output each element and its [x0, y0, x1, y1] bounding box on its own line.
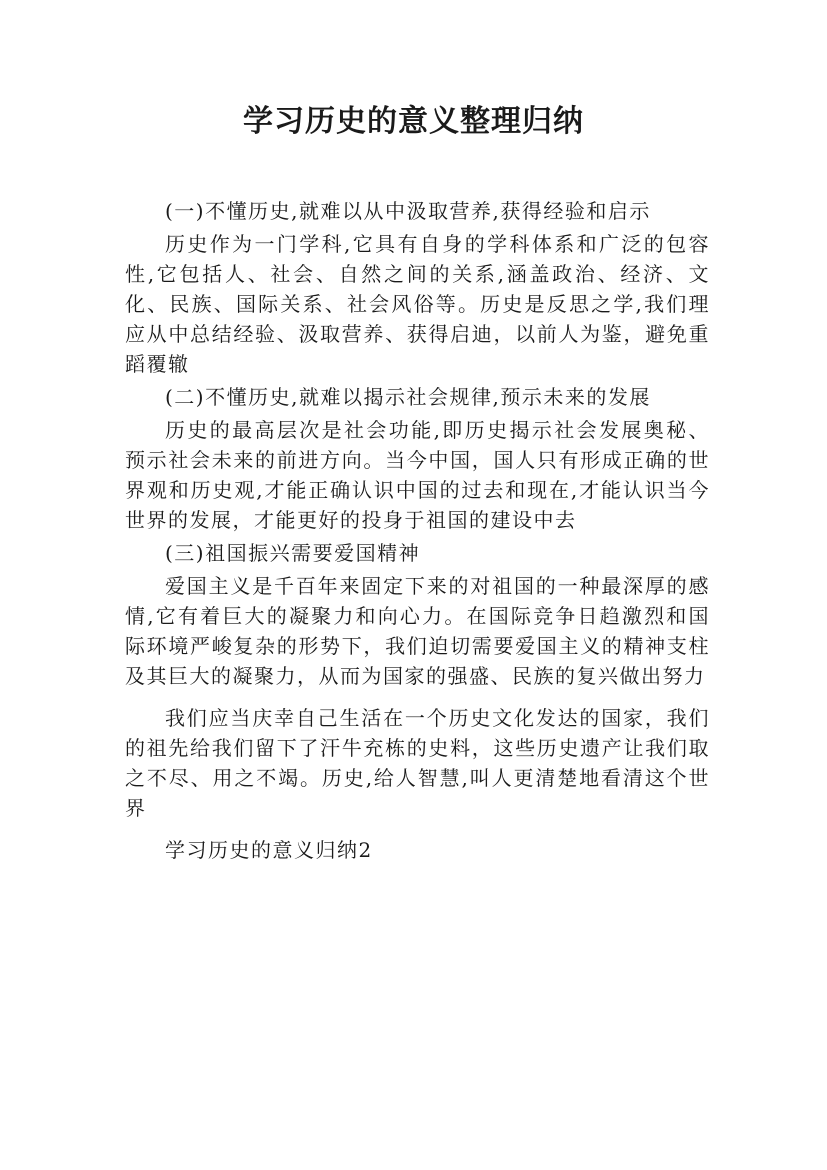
next-section-heading: 学习历史的意义归纳2	[165, 838, 373, 862]
body-paragraph-1: 历史作为一门学科,它具有自身的学科体系和广泛的包容性,它包括人、社会、自然之间的关系,涵盖政治、经济、文化、民族、国际关系、社会风俗等。历史是反思之学,我们理应从中总结经验、汲取营养、获得启迪，以前人为鉴，避免重蹈覆辙	[125, 232, 710, 376]
document-body	[125, 196, 710, 865]
body-paragraph-3: 爱国主义是千百年来固定下来的对祖国的一种最深厚的感情,它有着巨大的凝聚力和向心力。在国际竞争日趋激烈和国际环境严峻复杂的形势下，我们迫切需要爱国主义的精神支柱及其巨大的凝聚力，从而为国家的强盛、民族的复兴做出努力	[125, 574, 710, 688]
body-paragraph-2: 历史的最高层次是社会功能,即历史揭示社会发展奥秘、预示社会未来的前进方向。当今中国，国人只有形成正确的世界观和历史观,才能正确认识中国的过去和现在,才能认识当今世界的发展，才能更好的投身于祖国的建设中去	[125, 418, 710, 532]
section-heading-3: (三)祖国振兴需要爱国精神	[165, 541, 421, 565]
document-title: 学习历史的意义整理归纳	[243, 104, 584, 139]
body-paragraph-4: 我们应当庆幸自己生活在一个历史文化发达的国家，我们的祖先给我们留下了汗牛充栋的史料，这些历史遗产让我们取之不尽、用之不竭。历史,给人智慧,叫人更清楚地看清这个世界	[125, 706, 710, 820]
section-heading-1: (一)不懂历史,就难以从中汲取营养,获得经验和启示	[165, 199, 651, 223]
section-heading-2: (二)不懂历史,就难以揭示社会规律,预示未来的发展	[165, 385, 651, 409]
